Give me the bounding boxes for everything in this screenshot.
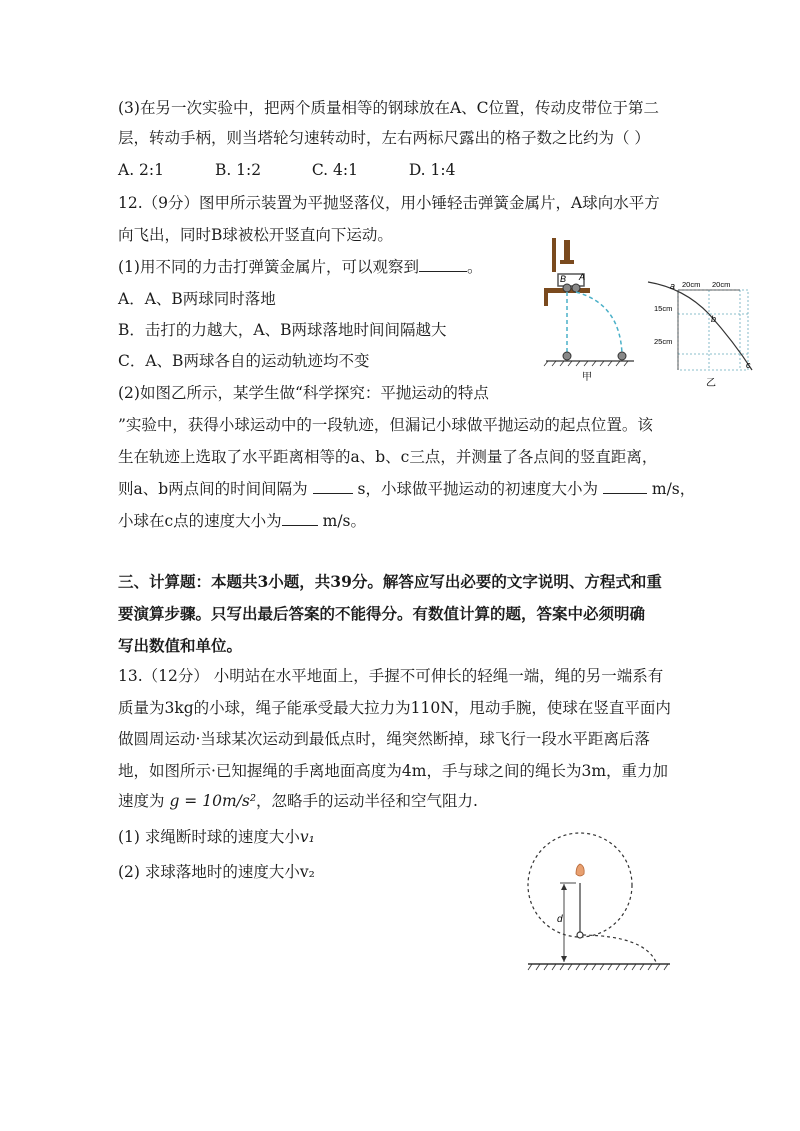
hammer-head xyxy=(560,260,574,264)
q13-line5-pre: 速度为 xyxy=(118,792,165,810)
label-a: A xyxy=(579,272,586,282)
ball-landed-b xyxy=(563,352,571,360)
q13-sub1-text: (1) 求绳断时球的速度大小 xyxy=(118,828,300,846)
q13-line5 xyxy=(118,791,478,811)
q13-line3: 做圆周运动·当球某次运动到最低点时，绳突然断掉，球飞行一段水平距离后落 xyxy=(118,730,650,748)
q3-option-b: B. 1:2 xyxy=(214,161,262,179)
q12-sub1-text: (1)用不同的力击打弹簧金属片，可以观察到 xyxy=(118,258,419,276)
q12-option-b: B．击打的力越大，A、B两球落地时间间隔越大 xyxy=(118,321,447,339)
ground-hatch xyxy=(528,964,668,970)
figure-q13 xyxy=(524,828,674,980)
q13-sub2: (2) 求球落地时的速度大小v₂ xyxy=(118,863,315,881)
label-b: b xyxy=(711,314,717,324)
section3-line2: 要演算步骤。只写出最后答案的不能得分。有数值计算的题，答案中必须明确 xyxy=(118,604,646,623)
ball-b xyxy=(563,284,571,292)
q12-sub2-line4-a: 则a、b两点间的时间间隔为 xyxy=(118,480,308,498)
q3-options xyxy=(118,160,501,180)
q12-sub2-line5-b: m/s。 xyxy=(322,512,366,530)
projectile-path xyxy=(583,935,656,962)
q3-line1: (3)在另一次实验中，把两个质量相等的钢球放在A、C位置，传动皮带位于第二 xyxy=(118,99,660,117)
q13-sub1 xyxy=(118,827,315,847)
ball xyxy=(577,932,583,938)
gravity-formula: g = 10m/s² xyxy=(169,792,257,810)
q13-line4: 地，如图所示·已知握绳的手离地面高度为4m，手与球之间的绳长为3m，重力加 xyxy=(118,762,669,780)
q12-sub2-line2: ”实验中，获得小球运动中的一段轨迹，但漏记小球做平抛运动的起点位置。该 xyxy=(118,416,653,434)
q12-sub2-line4-b: s，小球做平抛运动的初速度大小为 xyxy=(357,480,599,498)
caption-jia: 甲 xyxy=(582,372,592,383)
q3-option-d: D. 1:4 xyxy=(408,161,456,179)
q13-line2: 质量为3kg的小球，绳子能承受最大拉力为110N，甩动手腕，使球在竖直平面内 xyxy=(118,699,671,717)
ball-landed-a xyxy=(618,352,626,360)
q13-line5-post: ，忽略手的运动半径和空气阻力. xyxy=(256,792,478,810)
ground-hatch xyxy=(544,361,628,366)
q3-option-c: C. 4:1 xyxy=(311,161,358,179)
figure-yi xyxy=(644,278,762,390)
dim-v2: 25cm xyxy=(654,337,673,346)
hammer xyxy=(564,240,570,262)
section3-line3: 写出数值和单位。 xyxy=(118,636,243,655)
q12-sub1-end: 。 xyxy=(466,258,483,276)
answer-blank[interactable] xyxy=(419,257,467,272)
q12-option-a: A．A、B两球同时落地 xyxy=(118,290,276,308)
dim-h1: 20cm xyxy=(682,280,701,289)
hand-icon xyxy=(576,864,584,876)
q13-line1: 13.（12分） 小明站在水平地面上，手握不可伸长的轻绳一端，绳的另一端系有 xyxy=(118,667,664,685)
q12-sub2-line5-a: 小球在c点的速度大小为 xyxy=(118,512,282,530)
answer-blank[interactable] xyxy=(282,511,318,526)
q12-sub2-line4 xyxy=(118,479,695,499)
ball-a xyxy=(572,284,580,292)
q12-sub2-line5 xyxy=(118,511,366,531)
q12-sub1 xyxy=(118,257,482,277)
parabolic-path xyxy=(576,292,622,354)
label-d: d xyxy=(557,914,563,925)
q3-line2: 层，转动手柄，则当塔轮匀速转动时，左右两标尺露出的格子数之比约为（ ） xyxy=(118,129,650,147)
grid-frame xyxy=(678,290,748,370)
dim-v1: 15cm xyxy=(654,304,673,313)
q12-sub2-line3: 生在轨迹上选取了水平距离相等的a、b、c三点，并测量了各点间的竖直距离， xyxy=(118,448,658,466)
q12-sub2-line1: (2)如图乙所示，某学生做“科学探究：平抛运动的特点 xyxy=(118,384,489,402)
trajectory-curve xyxy=(648,282,752,370)
answer-blank[interactable] xyxy=(313,479,353,494)
q12-line1: 12.（9分）图甲所示装置为平抛竖落仪，用小锤轻击弹簧金属片，A球向水平方 xyxy=(118,194,660,212)
label-c: c xyxy=(746,360,751,370)
q12-sub2-line4-c: m/s， xyxy=(651,480,696,498)
stand-post xyxy=(544,288,548,306)
answer-blank[interactable] xyxy=(603,479,647,494)
caption-yi: 乙 xyxy=(706,378,716,389)
q3-option-a: A. 2:1 xyxy=(118,161,164,179)
q12-line2: 向飞出，同时B球被松开竖直向下运动。 xyxy=(118,226,393,244)
label-a: a xyxy=(670,281,676,291)
section3-line1: 三、计算题：本题共3小题，共39分。解答应写出必要的文字说明、方程式和重 xyxy=(118,572,662,591)
device-stand xyxy=(552,238,556,272)
figure-jia xyxy=(530,232,642,384)
q13-sub1-var: v₁ xyxy=(299,828,315,846)
label-b: B xyxy=(560,274,567,284)
dim-h2: 20cm xyxy=(712,280,731,289)
q12-option-c: C．A、B两球各自的运动轨迹均不变 xyxy=(118,352,370,370)
